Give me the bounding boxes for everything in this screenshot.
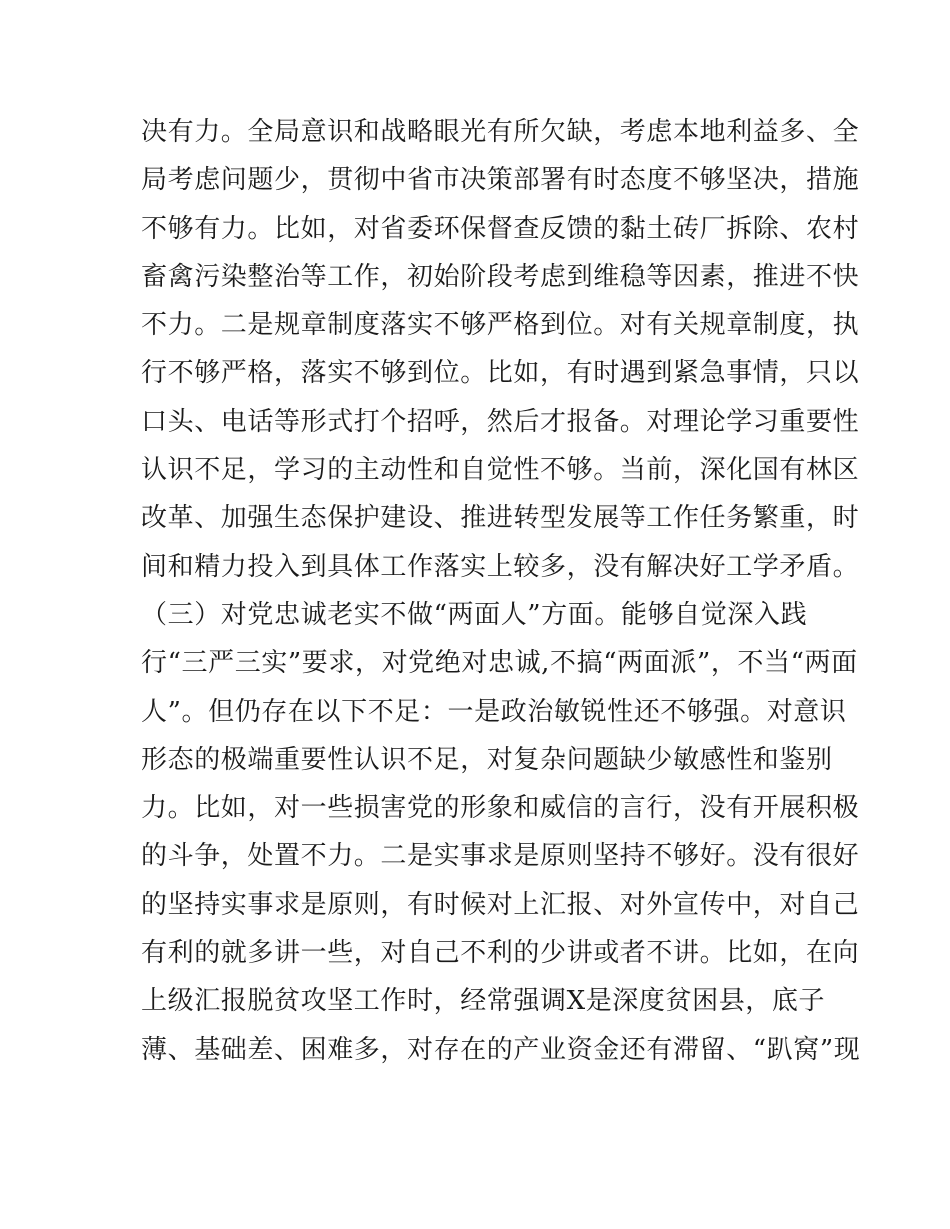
text-line: 畜禽污染整治等工作，初始阶段考虑到维稳等因素，推进不快	[141, 261, 860, 292]
text-line: 改革、加强生态保护建设、推进转型发展等工作任务繁重，时	[141, 503, 860, 534]
text-line: 力。比如，对一些损害党的形象和威信的言行，没有开展积极	[141, 793, 860, 824]
text-line: 的斗争，处置不力。二是实事求是原则坚持不够好。没有很好	[141, 841, 860, 872]
text-line: 上级汇报脱贫攻坚工作时，经常强调X是深度贫困县，底子	[141, 986, 826, 1017]
text-line: 薄、基础差、困难多，对存在的产业资金还有滞留、“趴窝”现	[141, 1034, 861, 1065]
text-line: 不够有力。比如，对省委环保督查反馈的黏土砖厂拆除、农村	[141, 213, 860, 244]
text-line: 有利的就多讲一些，对自己不利的少讲或者不讲。比如，在向	[141, 938, 860, 969]
text-line: 的坚持实事求是原则，有时候对上汇报、对外宣传中，对自己	[141, 889, 860, 920]
text-line: 决有力。全局意识和战略眼光有所欠缺，考虑本地利益多、全	[141, 117, 860, 147]
text-line: 行不够严格，落实不够到位。比如，有时遇到紧急事情，只以	[141, 358, 860, 389]
text-line: 间和精力投入到具体工作落实上较多，没有解决好工学矛盾。	[141, 551, 860, 582]
text-line: 行“三严三实”要求，对党绝对忠诚,不搞“两面派”，不当“两面	[141, 648, 858, 679]
text-line: 不力。二是规章制度落实不够严格到位。对有关规章制度，执	[141, 310, 860, 341]
text-line: 局考虑问题少，贯彻中省市决策部署有时态度不够坚决，措施	[141, 165, 860, 196]
text-line: 形态的极端重要性认识不足，对复杂问题缺少敏感性和鉴别	[141, 744, 833, 775]
text-line: 人”。但仍存在以下不足：一是政治敏锐性还不够强。对意识	[141, 696, 847, 727]
section-heading-line: （三）对党忠诚老实不做“两面人”方面。能够自觉深入践	[141, 599, 808, 630]
text-line: 口头、电话等形式打个招呼，然后才报备。对理论学习重要性	[141, 406, 860, 437]
text-line: 认识不足，学习的主动性和自觉性不够。当前，深化国有林区	[141, 455, 860, 486]
body-text	[141, 108, 861, 1074]
